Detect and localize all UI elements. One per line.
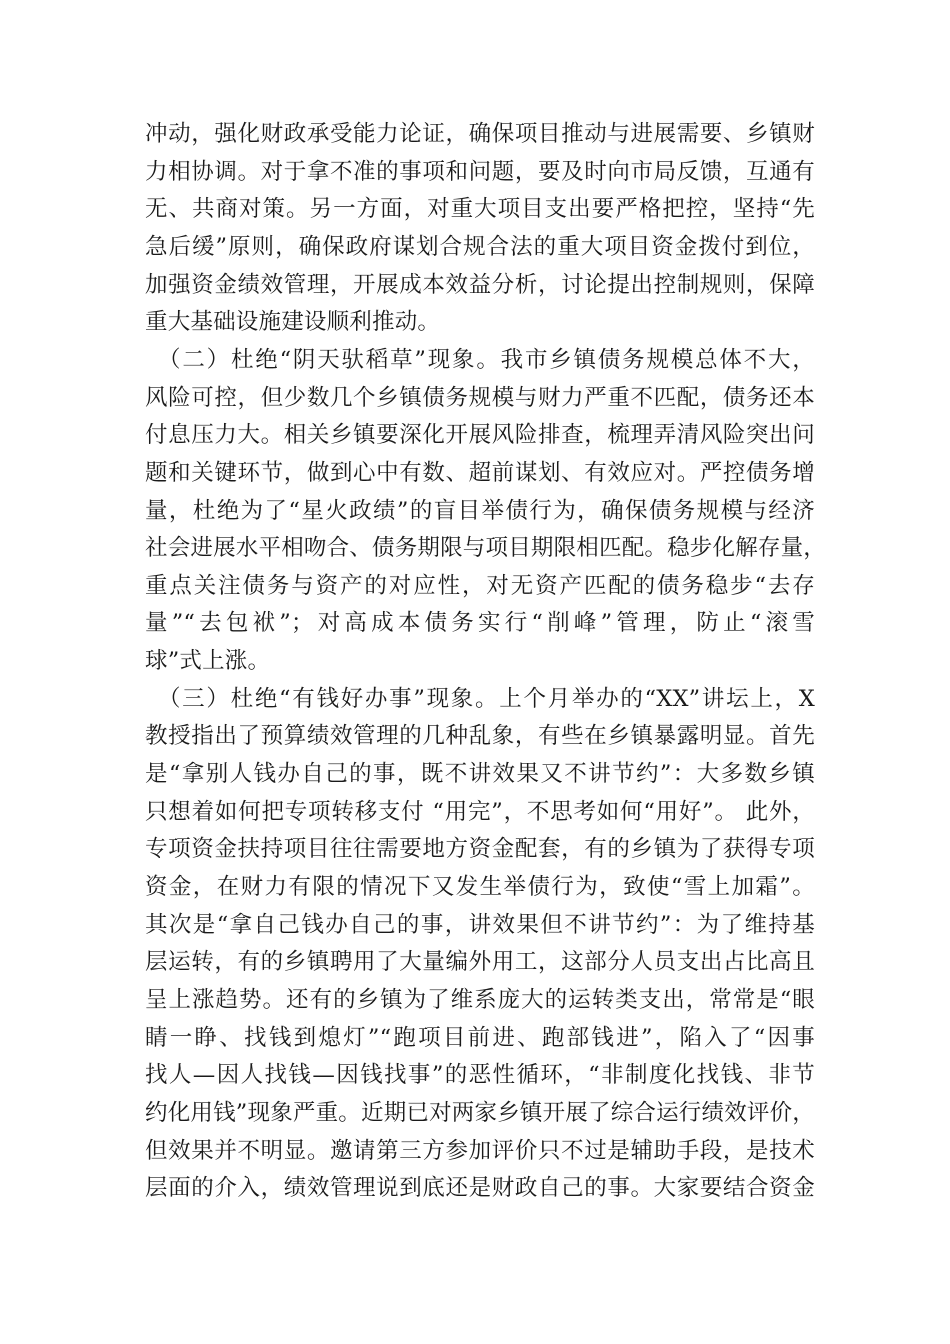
text-line: 教授指出了预算绩效管理的几种乱象，有些在乡镇暴露明显。首先 xyxy=(145,723,815,750)
text-line: 急后缓”原则，确保政府谋划合规合法的重大项目资金拨付到位， xyxy=(145,233,815,260)
text-line: 约化用钱”现象严重。近期已对两家乡镇开展了综合运行绩效评价， xyxy=(145,1099,816,1126)
text-line: 专项资金扶持项目往往需要地方资金配套，有的乡镇为了获得专项 xyxy=(145,836,815,863)
text-line: 层运转，有的乡镇聘用了大量编外用工，这部分人员支出占比高且 xyxy=(145,949,815,976)
text-line: 但效果并不明显。邀请第三方参加评价只不过是辅助手段，是技术 xyxy=(145,1137,815,1164)
text-line: 量，杜绝为了“星火政绩”的盲目举债行为，确保债务规模与经济 xyxy=(145,497,815,524)
text-line: 题和关键环节，做到心中有数、超前谋划、有效应对。严控债务增 xyxy=(145,459,815,486)
text-line: 其次是“拿自己钱办自己的事，讲效果但不讲节约”：为了维持基 xyxy=(145,911,815,938)
text-line: 睛一睁、找钱到熄灯”“跑项目前进、跑部钱进”，陷入了“因事 xyxy=(145,1024,815,1051)
text-line: 球”式上涨。 xyxy=(145,648,271,675)
text-line: 风险可控，但少数几个乡镇债务规模与财力严重不匹配，债务还本 xyxy=(145,384,815,411)
text-line: 找人—因人找钱—因钱找事”的恶性循环，“非制度化找钱、非节 xyxy=(145,1062,815,1089)
text-line: 重大基础设施建设顺利推动。 xyxy=(145,309,441,336)
text-line: 呈上涨趋势。还有的乡镇为了维系庞大的运转类支出，常常是“眼 xyxy=(145,986,815,1013)
text-line: （二）杜绝“阴天驮稻草”现象。我市乡镇债务规模总体不大， xyxy=(145,346,815,373)
text-line: 加强资金绩效管理，开展成本效益分析，讨论提出控制规则，保障 xyxy=(145,271,815,298)
text-line: （三）杜绝“有钱好办事”现象。上个月举办的“XX”讲坛上，X xyxy=(145,685,815,712)
text-line: 量”“去包袱”；对高成本债务实行“削峰”管理，防止“滚雪 xyxy=(145,610,815,637)
text-line: 是“拿别人钱办自己的事，既不讲效果又不讲节约”：大多数乡镇 xyxy=(145,761,815,788)
text-line: 资金，在财力有限的情况下又发生举债行为，致使“雪上加霜”。 xyxy=(145,874,815,900)
text-line: 冲动，强化财政承受能力论证，确保项目推动与进展需要、乡镇财 xyxy=(145,121,815,147)
text-line: 层面的介入，绩效管理说到底还是财政自己的事。大家要结合资金 xyxy=(145,1175,815,1202)
text-line: 无、共商对策。另一方面，对重大项目支出要严格把控，坚持“先 xyxy=(145,196,815,223)
text-line: 力相协调。对于拿不准的事项和问题，要及时向市局反馈，互通有 xyxy=(145,158,815,185)
text-line: 只想着如何把专项转移支付 “用完”，不思考如何“用好”。 此外， xyxy=(145,798,815,825)
text-line: 重点关注债务与资产的对应性，对无资产匹配的债务稳步“去存 xyxy=(145,572,815,599)
text-line: 付息压力大。相关乡镇要深化开展风险排查，梳理弄清风险突出问 xyxy=(145,422,815,449)
text-line: 社会进展水平相吻合、债务期限与项目期限相匹配。稳步化解存量， xyxy=(145,535,827,562)
